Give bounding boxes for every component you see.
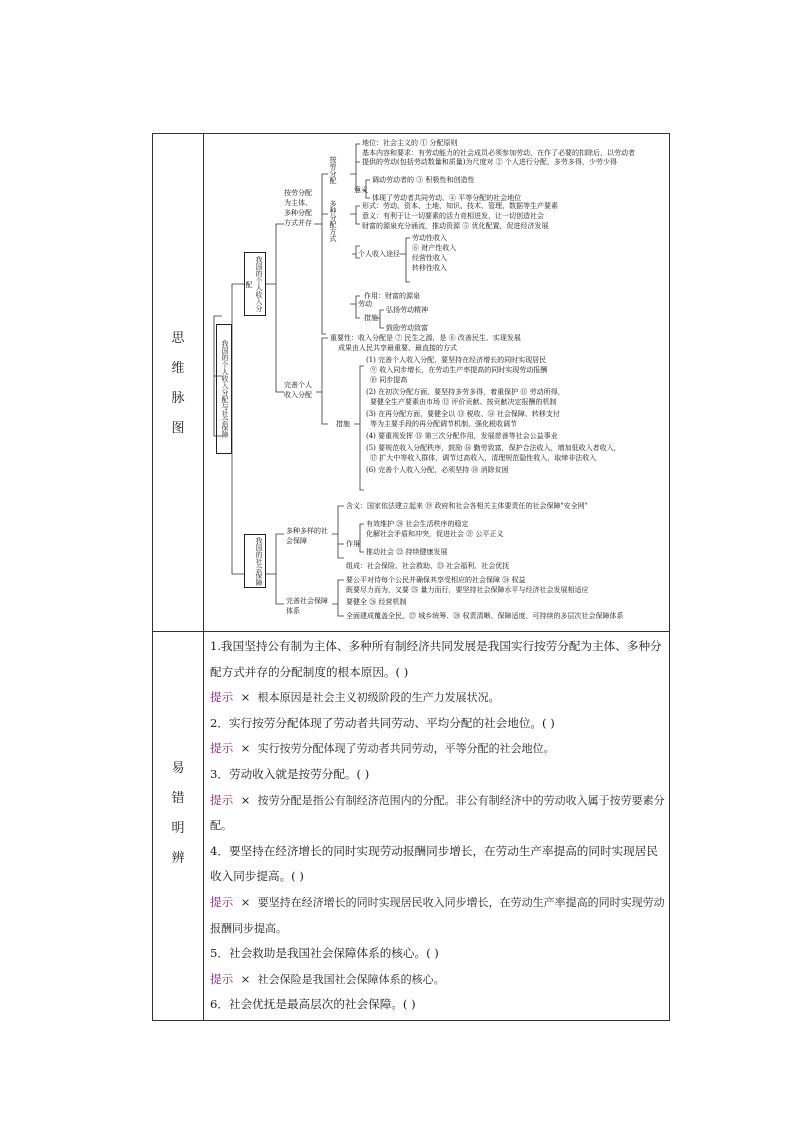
answer-1 <box>210 685 665 711</box>
answer-4 <box>210 890 665 941</box>
labor-measure-item: 弘扬劳动精神 <box>386 306 428 314</box>
text-line: 意义 <box>354 186 368 194</box>
node-labor-distribution: 按劳分配 <box>329 156 337 184</box>
node-improve-distribution: 完善个人收入分配 <box>284 381 312 399</box>
income-item: ⑥ 财产性收入 <box>412 244 457 252</box>
text-line: (4) 要重视发挥 ⑮ 第三次分配作用，发展慈善等社会公益事业 <box>366 432 558 440</box>
mindmap-label <box>153 324 203 444</box>
tip-label: 提示 <box>210 792 234 807</box>
node-role: 作用 <box>346 540 360 548</box>
tip-label: 提示 <box>210 971 234 986</box>
node-improve-security: 完善社会保障体系 <box>286 597 328 615</box>
text-line: (5) 要规范收入分配秩序，鼓励 ⑯ 勤劳致富，保护合法收入，增加低收入者收入， <box>366 444 621 452</box>
text-line: 地位：社会主义的 ① 分配原则 <box>362 139 458 147</box>
cross-mark: × <box>240 894 251 909</box>
text-line: 等为主要手段的再分配调节机制，强化税收调节 <box>370 420 517 428</box>
text-line: 化解社会矛盾和冲突，促进社会 ㉑ 公平正义 <box>366 530 504 538</box>
text-line: (1) 完善个人收入分配，要坚持在经济增长的同时实现居民 <box>366 356 547 364</box>
text-line: 推动社会 ㉒ 持续健康发展 <box>366 548 448 556</box>
cross-mark: × <box>240 690 251 705</box>
text-line: 要健全生产要素由市场 ⑫ 评价贡献、按贡献决定报酬的机制 <box>370 398 557 406</box>
cross-mark: × <box>240 971 251 986</box>
question-6: 6．社会优抚是最高层次的社会保障。( ) <box>210 997 416 1012</box>
label-char: 易 <box>171 761 185 776</box>
text-line: 有效维护 ⑳ 社会生活秩序的稳定 <box>366 520 469 528</box>
mind-map <box>204 134 670 631</box>
text-line: 要健全 ㉖ 经营机制 <box>346 598 407 606</box>
income-item: 经营性收入 <box>412 254 447 262</box>
content-table <box>152 133 670 1021</box>
text-line: 形式：劳动、资本、土地、知识、技术、管理、数据等生产要素 <box>362 202 558 210</box>
tip-label: 提示 <box>210 741 234 756</box>
text-line: (3) 在再分配方面，要健全以 ⑬ 税收、⑭ 社会保障、转移支付 <box>366 410 560 418</box>
branch-security-node: 我国的社会保障 <box>244 534 266 588</box>
labor-role: 作用：财富的源泉 <box>364 292 420 300</box>
text-line: (6) 完善个人收入分配，必须坚持 ⑱ 消除贫困 <box>366 466 509 474</box>
question-2: 2．实行按劳分配体现了劳动者共同劳动、平均分配的社会地位。( ) <box>210 715 555 730</box>
node-measures: 措施 <box>336 420 350 428</box>
text-line: 组成：社会保险、社会救助、㉓ 社会福利、社会优抚 <box>346 562 510 570</box>
question-1: 1.我国坚持公有制为主体、多种所有制经济共同发展是我国实行按劳分配为主体、多种分配方式并存的分配制度的根本原因。( ) <box>210 639 662 679</box>
errors-label <box>153 754 203 874</box>
answer-text: 按劳分配是指公有制经济范围内的分配。非公有制经济中的劳动收入属于按劳要素分配。 <box>210 793 665 833</box>
text-line: 含义：国家依法建立起来 ⑲ 政府和社会各相关主体要责任的社会保障"安全网" <box>346 502 588 510</box>
text-line: ⑰ 扩大中等收入群体，调节过高收入，清理规范隐性收入，取缔非法收入 <box>370 454 597 462</box>
text-line: 基本内容和要求：有劳动能力的社会成员必须参加劳动，在作了必要的扣除后，以劳动者 <box>362 149 635 157</box>
text-line: ⑩ 同步提高 <box>370 376 408 384</box>
answer-text: 根本原因是社会主义初级阶段的生产力发展状况。 <box>257 691 500 705</box>
label-char: 图 <box>171 421 185 436</box>
labor-measures: 措施 <box>364 314 378 322</box>
text-line: (2) 在初次分配方面，要坚持多劳多得，着重保护 ⑪ 劳动所得， <box>366 388 565 396</box>
node-labor: 劳动 <box>358 300 372 308</box>
cross-mark: × <box>240 792 251 807</box>
node-social-security: 多种多样的社会保障 <box>286 527 328 545</box>
text-line: 调动劳动者的 ③ 积极性和创造性 <box>372 176 475 184</box>
answer-5 <box>210 967 665 993</box>
tip-label: 提示 <box>210 690 234 705</box>
income-item: 劳动性收入 <box>412 234 447 242</box>
answer-text: 要坚持在经济增长的同时实现居民收入同步增长，在劳动生产率提高的同时实现劳动报酬同步提高。 <box>210 895 665 935</box>
text-line: 意义：有利于让一切要素的活力竞相迸发，让一切创造社会 <box>362 212 544 220</box>
question-3: 3．劳动收入就是按劳分配。( ) <box>210 766 370 781</box>
text-line: 体现了劳动者共同劳动、④ 平等分配的社会地位 <box>372 194 522 202</box>
answer-text: 实行按劳分配体现了劳动者共同劳动，平等分配的社会地位。 <box>257 742 555 756</box>
answer-3 <box>210 788 665 839</box>
text-line: 要公平对待每个公民并确保其享受相应的社会保障 ㉔ 权益 <box>346 576 526 584</box>
question-4: 4．要坚持在经济增长的同时实现劳动报酬同步增长，在劳动生产率提高的同时实现居民收入同步提高。( ) <box>210 843 658 884</box>
error-check-list <box>210 634 665 1018</box>
text-line: 财富的源泉充分涌流，推动资源 ⑤ 优化配置，促进经济发展 <box>362 222 549 230</box>
label-char: 思 <box>171 331 185 346</box>
answer-text: 社会保险是我国社会保障体系的核心。 <box>257 972 445 986</box>
branch-income-node: 我国的个人收入分配 <box>244 252 266 316</box>
node-distribution-system: 按劳分配为主体、多种分配方式并存 <box>284 189 312 227</box>
question-5: 5．社会救助是我国社会保障体系的核心。( ) <box>210 946 439 961</box>
label-char: 明 <box>171 821 185 836</box>
answer-2 <box>210 736 665 762</box>
text-line: ⑨ 收入同步增长，在劳动生产率提高的同时实现劳动报酬 <box>370 366 548 374</box>
label-char: 错 <box>171 791 185 806</box>
root-node: 我国的个人收入分配与社会保障 <box>216 324 232 454</box>
node-multiple-methods: 多种分配方式 <box>329 200 337 242</box>
income-item: 转移性收入 <box>412 264 447 272</box>
text-line: 既要尽力而为，又要 ㉕ 量力而行，要坚持社会保障水平与经济社会发展相适应 <box>346 586 589 594</box>
text-line: 成果由人民共享最重要、最直接的方式 <box>338 344 457 352</box>
label-char: 脉 <box>171 391 185 406</box>
row-divider <box>153 631 669 632</box>
label-char: 辨 <box>171 851 185 866</box>
node-income-ways: 个人收入途径 <box>358 250 400 258</box>
text-line: 提供的劳动(包括劳动数量和质量)为尺度对 ② 个人进行分配，多劳多得，少劳少得 <box>362 158 617 166</box>
text-line: 重要性：收入分配是 ⑦ 民生之源，是 ⑧ 改善民生、实现发展 <box>330 334 521 342</box>
label-char: 维 <box>171 361 185 376</box>
labor-measure-item: 鼓励劳动致富 <box>386 324 428 332</box>
cross-mark: × <box>240 741 251 756</box>
text-line: 全面建成覆盖全民、㉗ 城乡统筹、㉘ 权责清晰、保障适度、可持续的多层次社会保障体系 <box>346 612 624 620</box>
tip-label: 提示 <box>210 894 234 909</box>
